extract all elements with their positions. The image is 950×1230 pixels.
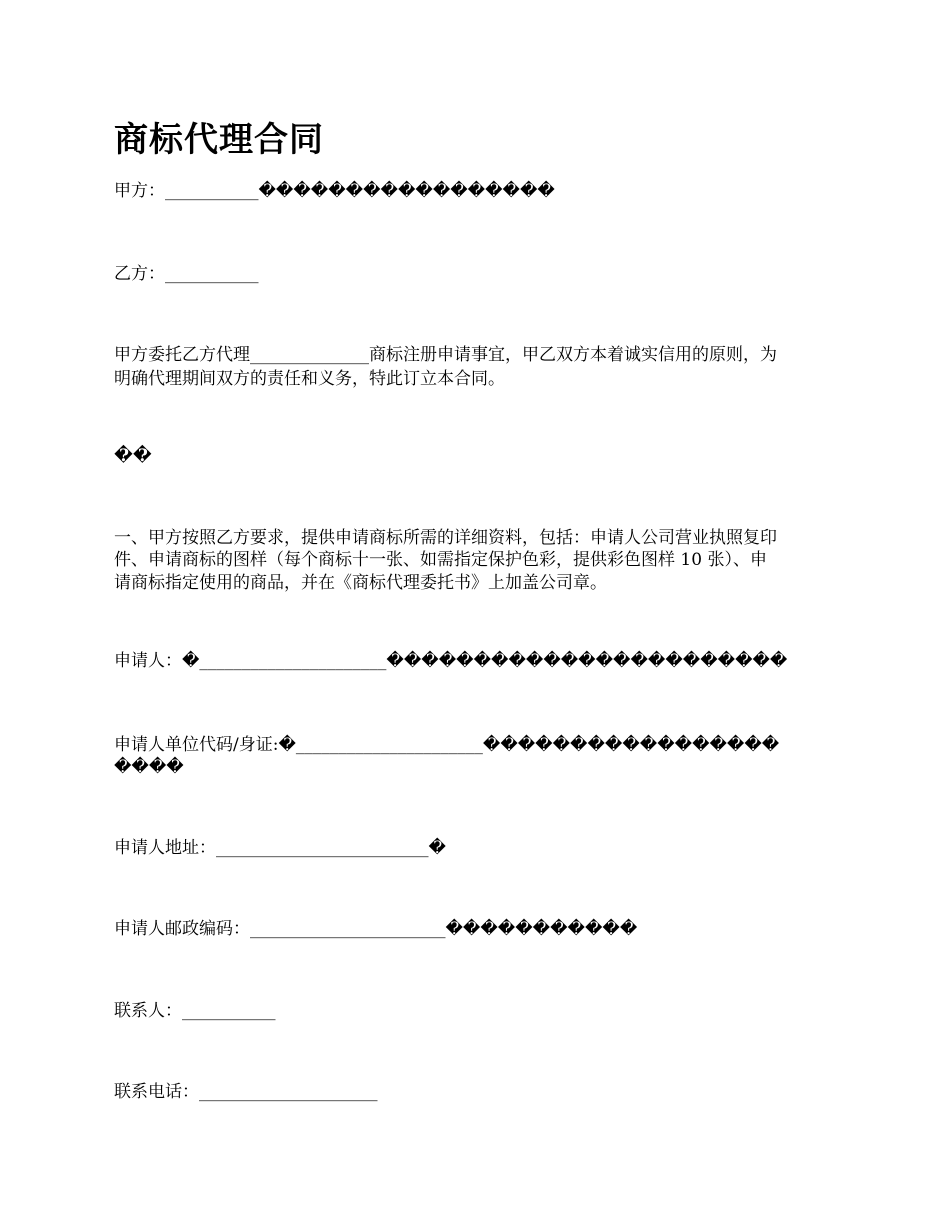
garbled-section-heading: �� <box>114 446 152 466</box>
applicant-code-line-1: 申请人单位代码/身证:�______________________����������������� <box>114 735 780 755</box>
contract-title: 商标代理合同 <box>114 120 324 160</box>
party-b-line: 乙方：___________ <box>114 264 259 284</box>
applicant-code-line-2: ���� <box>114 757 184 777</box>
clause-1-line-3: 请商标指定使用的商品，并在《商标代理委托书》上加盖公司章。 <box>114 573 607 593</box>
applicant-postcode-line: 申请人邮政编码：_______________________����������� <box>114 919 638 939</box>
contact-person-line: 联系人：___________ <box>114 1001 276 1021</box>
clause-1-line-2: 件、申请商标的图样（每个商标十一张、如需指定保护色彩，提供彩色图样 10 张）、申 <box>114 550 767 570</box>
intro-line-1: 甲方委托乙方代理______________商标注册申请事宜，甲乙双方本着诚实信用的原则，为 <box>114 345 777 365</box>
applicant-line: 申请人：�______________________����������������������� <box>114 651 788 671</box>
clause-1-line-1: 一、甲方按照乙方要求，提供申请商标所需的详细资料，包括：申请人公司营业执照复印 <box>114 528 777 548</box>
contact-phone-line: 联系电话：_____________________ <box>114 1082 378 1102</box>
party-a-line: 甲方：___________����������������� <box>114 181 555 201</box>
applicant-address-line: 申请人地址：_________________________� <box>114 838 446 858</box>
intro-line-2: 明确代理期间双方的责任和义务，特此订立本合同。 <box>114 369 505 389</box>
